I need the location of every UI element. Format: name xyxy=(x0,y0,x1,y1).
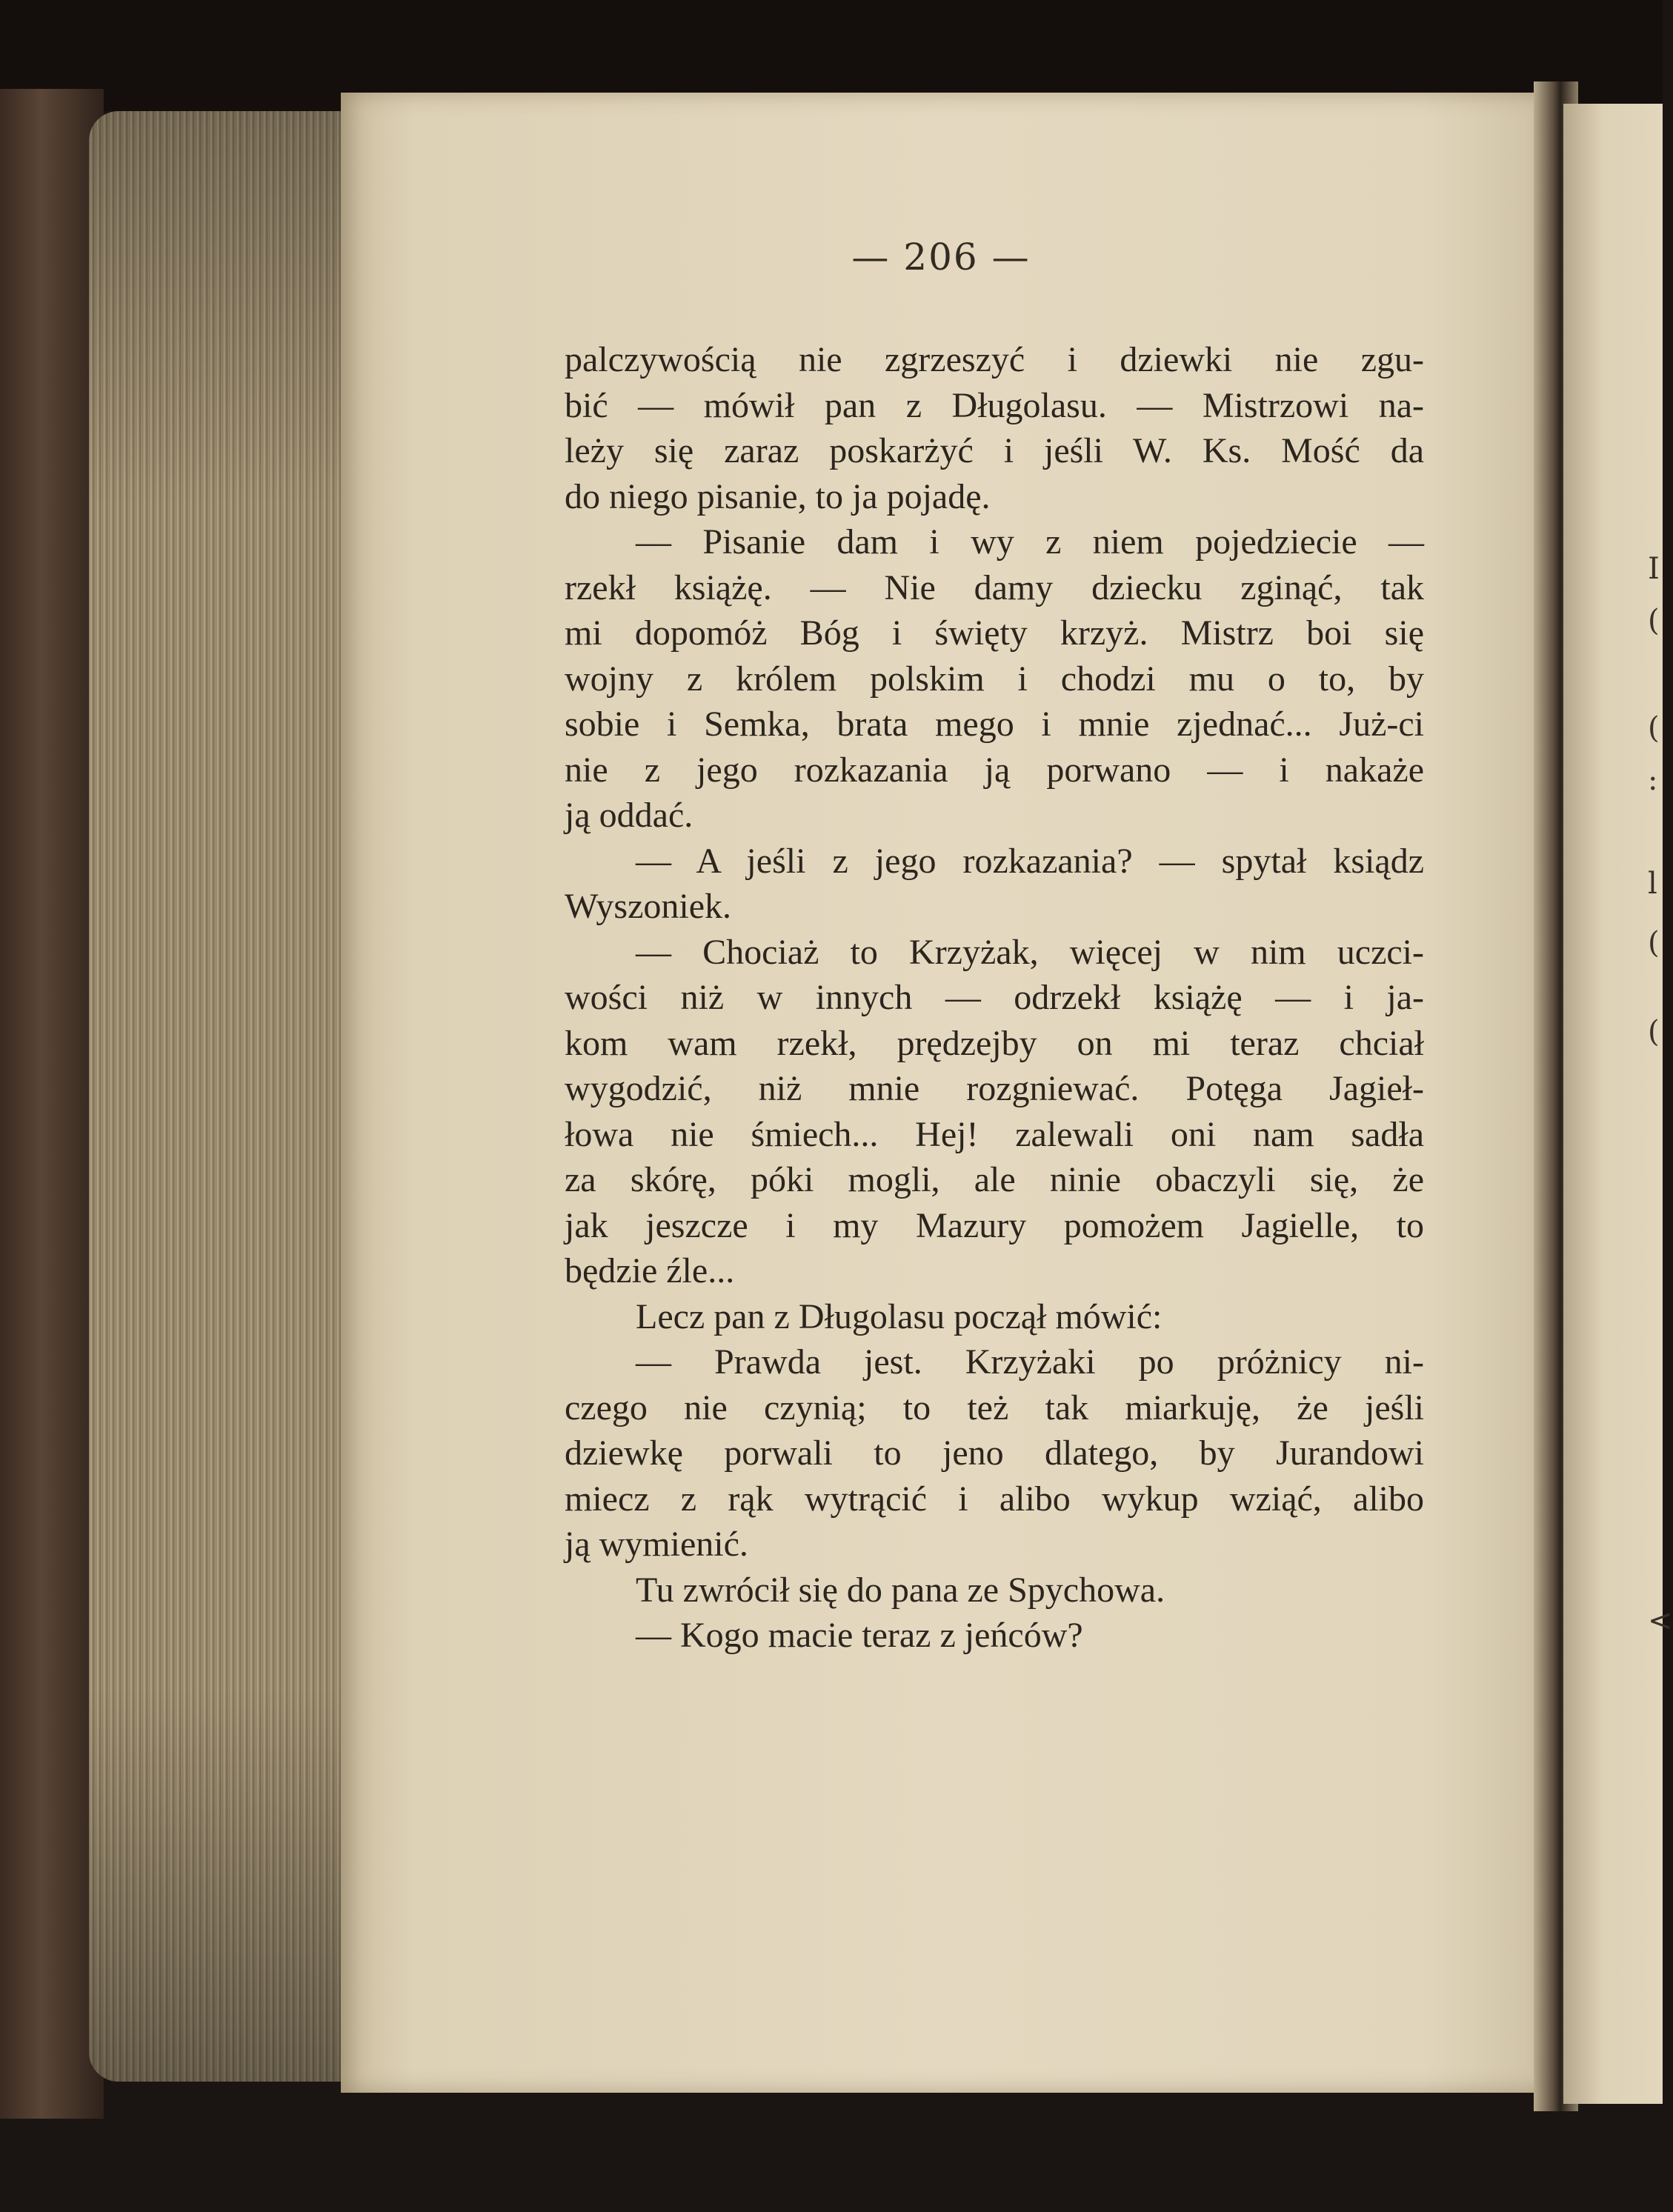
book-cover-edge xyxy=(0,89,104,2119)
right-page-fragment: ( xyxy=(1648,926,1660,960)
text-line: do niego pisanie, to ja pojadę. xyxy=(565,476,991,516)
page-text xyxy=(565,337,1424,1659)
text-line: jak jeszcze i my Mazury pomożem Jagielle, to xyxy=(565,1205,1424,1245)
text-line: palczywością nie zgrzeszyć i dziewki nie zgu- xyxy=(565,340,1424,379)
text-line: bić — mówił pan z Długolasu. — Mistrzowi na- xyxy=(565,385,1424,425)
text-line: — Prawda jest. Krzyżaki po próżnicy ni- xyxy=(636,1342,1424,1382)
text-line: za skórę, póki mogli, ale ninie obaczyli się, że xyxy=(565,1160,1424,1199)
text-line: miecz z rąk wytrącić i alibo wykup wziąć, alibo xyxy=(565,1479,1424,1519)
right-page-fragment: < xyxy=(1648,1604,1673,1638)
right-page-fragment: ( xyxy=(1648,604,1660,638)
text-line: — Kogo macie teraz z jeńców? xyxy=(636,1616,1083,1655)
text-line: wojny z królem polskim i chodzi mu o to, by xyxy=(565,659,1424,699)
right-page xyxy=(1563,104,1663,2104)
text-line: kom wam rzekł, prędzejby on mi teraz chciał xyxy=(565,1023,1424,1063)
right-page-fragment: I xyxy=(1648,552,1660,586)
text-line: leży się zaraz poskarżyć i jeśli W. Ks. Mość da xyxy=(565,431,1424,470)
page-edges-stack xyxy=(89,111,348,2082)
text-line: ją oddać. xyxy=(565,796,694,835)
text-line: — Chociaż to Krzyżak, więcej w nim uczci- xyxy=(636,932,1424,972)
text-line: dziewkę porwali to jeno dlatego, by Jurandowi xyxy=(565,1433,1424,1473)
text-line: nie z jego rozkazania ją porwano — i nakaże xyxy=(565,750,1424,790)
text-line: rzekł książę. — Nie damy dziecku zginąć, tak xyxy=(565,567,1424,607)
text-line: — A jeśli z jego rozkazania? — spytał ksiądz xyxy=(636,841,1424,881)
text-line: wygodzić, niż mnie rozgniewać. Potęga Jagieł- xyxy=(565,1069,1424,1108)
text-line: wości niż w innych — odrzekł książę — i ja- xyxy=(565,978,1424,1017)
text-line: czego nie czynią; to też tak miarkuję, że jeśli xyxy=(565,1388,1424,1428)
text-line: ją wymienić. xyxy=(565,1525,748,1564)
text-line: będzie źle... xyxy=(565,1251,735,1290)
right-page-fragment: l xyxy=(1648,867,1657,901)
right-page-fragment: : xyxy=(1648,763,1658,797)
text-line: mi dopomóż Bóg i święty krzyż. Mistrz boi się xyxy=(565,613,1424,653)
page-number: — 206 — xyxy=(851,236,1031,279)
text-line: Tu zwrócił się do pana ze Spychowa. xyxy=(636,1570,1165,1610)
right-page-fragment: ( xyxy=(1648,1015,1660,1049)
text-line: sobie i Semka, brata mego i mnie zjednać... Już-ci xyxy=(565,704,1424,744)
text-line: — Pisanie dam i wy z niem pojedziecie — xyxy=(636,522,1424,562)
right-page-fragment: ( xyxy=(1648,711,1660,745)
text-line: Wyszoniek. xyxy=(565,887,732,926)
text-line: Lecz pan z Długolasu począł mówić: xyxy=(636,1296,1163,1336)
text-line: łowa nie śmiech... Hej! zalewali oni nam sadła xyxy=(565,1114,1424,1154)
